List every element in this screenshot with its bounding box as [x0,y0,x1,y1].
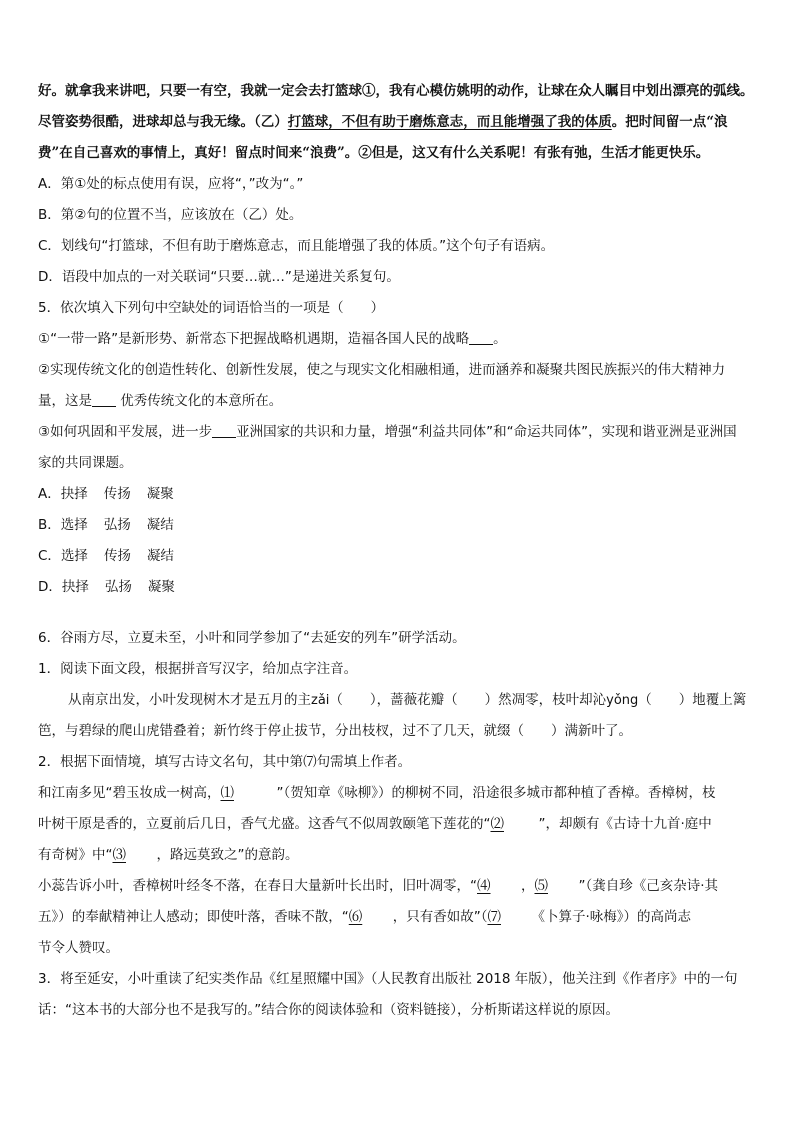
q6-text: ， [521,878,535,894]
q6-sub1-passage-line-1 [38,685,760,716]
fill-blank [469,330,493,345]
q5-text: ①“一带一路”是新形势、新常态下把握战略机遇期，造福各国人民的战略 [38,331,470,347]
option-letter: C． [38,548,61,564]
passage-line-3: 费”在自己喜欢的事情上，真好！留点时间来“浪费”。②但是，这又有什么关系呢！有张有弛，生活才能更快乐。 [38,145,710,161]
option-letter: B． [38,517,61,533]
q6-sub2-line-5 [38,902,760,933]
fill-blank: ⑷ [477,878,491,894]
fill-blank: ⑵ [490,816,504,832]
q5-sentence-2-line-1: ②实现传统文化的创造性转化、创新性发展，使之与现实文化相融相通，进而涵养和凝聚共图民族振兴的伟大精神力 [38,362,726,378]
option-letter: A． [38,486,61,502]
q5-text: 量，这是 [38,393,92,409]
q5-stem: 5．依次填入下列句中空缺处的词语恰当的一项是（ ） [38,300,385,316]
q4-option-b: B．第②句的位置不当，应该放在（乙）处。 [38,207,303,223]
q5-text: 亚洲国家的共识和力量，增强“利益共同体”和“命运共同体”，实现和谐亚洲是亚洲国 [236,424,737,440]
fill-blank [212,423,236,438]
passage-text: （ ）地覆上篱 [638,692,747,708]
underlined-sentence: 打篮球，不但有助于磨炼意志，而且能增强了我的体质 [287,114,612,130]
fill-blank: ⑶ [112,847,126,863]
fill-blank [92,392,116,407]
q6-sub3-line-1: 3．将至延安，小叶重读了纪实类作品《红星照耀中国》（人民教育出版社 2018 年版），他关注到《作者序》中的一句 [38,971,738,987]
q5-option-c [38,541,760,572]
q6-sub1-prompt: 1．阅读下面文段，根据拼音写汉字，给加点字注音。 [38,661,358,677]
q4-option-d: D．语段中加点的一对关联词“只要…就…”是递进关系复句。 [38,269,400,285]
q5-text: 优秀传统文化的本意所在。 [116,393,283,409]
passage-line-1: 好。就拿我来讲吧，只要一有空，我就一定会去打篮球①，我有心模仿姚明的动作，让球在众人瞩目中划出漂亮的弧线。 [38,83,754,99]
q5-option-a [38,479,760,510]
q6-sub2-line-6: 节令人赞叹。 [38,940,119,956]
q6-text: 小蕊告诉小叶，香樟树叶经冬不落，在春日大量新叶长出时，旧叶凋零，“ [38,878,477,894]
pinyin: zǎi [311,693,330,708]
q4-option-a: A．第①处的标点使用有误，应将“，”改为“。” [38,176,304,192]
q5-sentence-3-line-2: 家的共同课题。 [38,455,133,471]
passage-text: 从南京出发，小叶发现树木才是五月的主 [68,692,311,708]
option-word: 凝聚 [146,486,174,502]
q6-text: ，路远莫致之”的意韵。 [156,847,299,863]
fill-blank: ⑴ [220,785,234,801]
q6-sub1-passage-line-2: 笆，与碧绿的爬山虎错叠着；新竹终于停止拔节，分出枝杈，过不了几天，就缀（ ）满新叶了。 [38,723,632,739]
q6-sub2-prompt: 2．根据下面情境，填写古诗文名句，其中第⑺句需填上作者。 [38,754,412,770]
q6-sub2-line-1 [38,778,760,809]
q6-stem: 6．谷雨方尽，立夏未至，小叶和同学参加了“去延安的列车”研学活动。 [38,630,466,646]
q6-text: ”，却颇有《古诗十九首·庭中 [538,816,712,832]
q5-text: ③如何巩固和平发展，进一步 [38,424,213,440]
fill-blank: ⑹ [348,909,363,925]
option-word: 抉择 [60,486,88,502]
fill-blank: ⑺ [487,909,501,925]
q6-sub2-line-4 [38,871,760,902]
pinyin: yǒng [606,693,639,708]
passage-text: 。把时间留一点“浪 [611,114,728,130]
option-word: 弘扬 [104,579,132,595]
q6-text: 叶树干原是香的，立夏前后几日，香气尤盛。这香气不似周敦颐笔下莲花的“ [38,816,491,832]
q5-sentence-3-line-1 [38,417,760,448]
option-word: 凝聚 [147,579,175,595]
option-word: 凝结 [146,548,174,564]
passage-text: （ ），蔷薇花瓣（ ）然凋零，枝叶却沁 [329,692,607,708]
q6-text: 《卜算子·咏梅》）的高尚志 [531,909,692,925]
option-word: 凝结 [146,517,174,533]
q6-text: ”（龚自珍《己亥杂诗·其 [578,878,719,894]
document-page [38,76,760,1026]
q6-text: 五》）的奉献精神让人感动；即使叶落，香味不散，“ [38,909,349,925]
q6-sub2-line-3 [38,840,760,871]
q5-option-d [38,572,760,603]
passage-text: 尽管姿势很酷，进球却总与我无缘。（乙） [38,114,288,130]
q6-sub2-line-2 [38,809,760,840]
q5-sentence-2-line-2 [38,386,760,417]
q6-sub3-line-2: 话：“这本书的大部分也不是我写的。”结合你的阅读体验和（资料链接），分析斯诺这样说的原因。 [38,1002,619,1018]
option-word: 传扬 [103,486,131,502]
q6-text: 和江南多见“碧玉妆成一树高， [38,785,221,801]
q4-option-c: C．划线句“打篮球，不但有助于磨炼意志，而且能增强了我的体质。”这个句子有语病。 [38,238,555,254]
q6-text: ”（贺知章《咏柳》）的柳树不同，沿途很多城市都种植了香樟。香樟树，枝 [276,785,716,801]
option-word: 选择 [60,517,88,533]
passage-line-2 [38,107,760,138]
option-word: 抉择 [61,579,89,595]
q6-text: ，只有香如故”（ [392,909,488,925]
q5-sentence-1 [38,324,760,355]
option-word: 传扬 [103,548,131,564]
q5-option-b [38,510,760,541]
q5-text: 。 [493,331,507,347]
option-letter: D． [38,579,62,595]
q6-text: 有奇树》中“ [38,847,113,863]
option-word: 弘扬 [103,517,131,533]
fill-blank: ⑸ [534,878,548,894]
spacer [38,603,760,623]
option-word: 选择 [60,548,88,564]
